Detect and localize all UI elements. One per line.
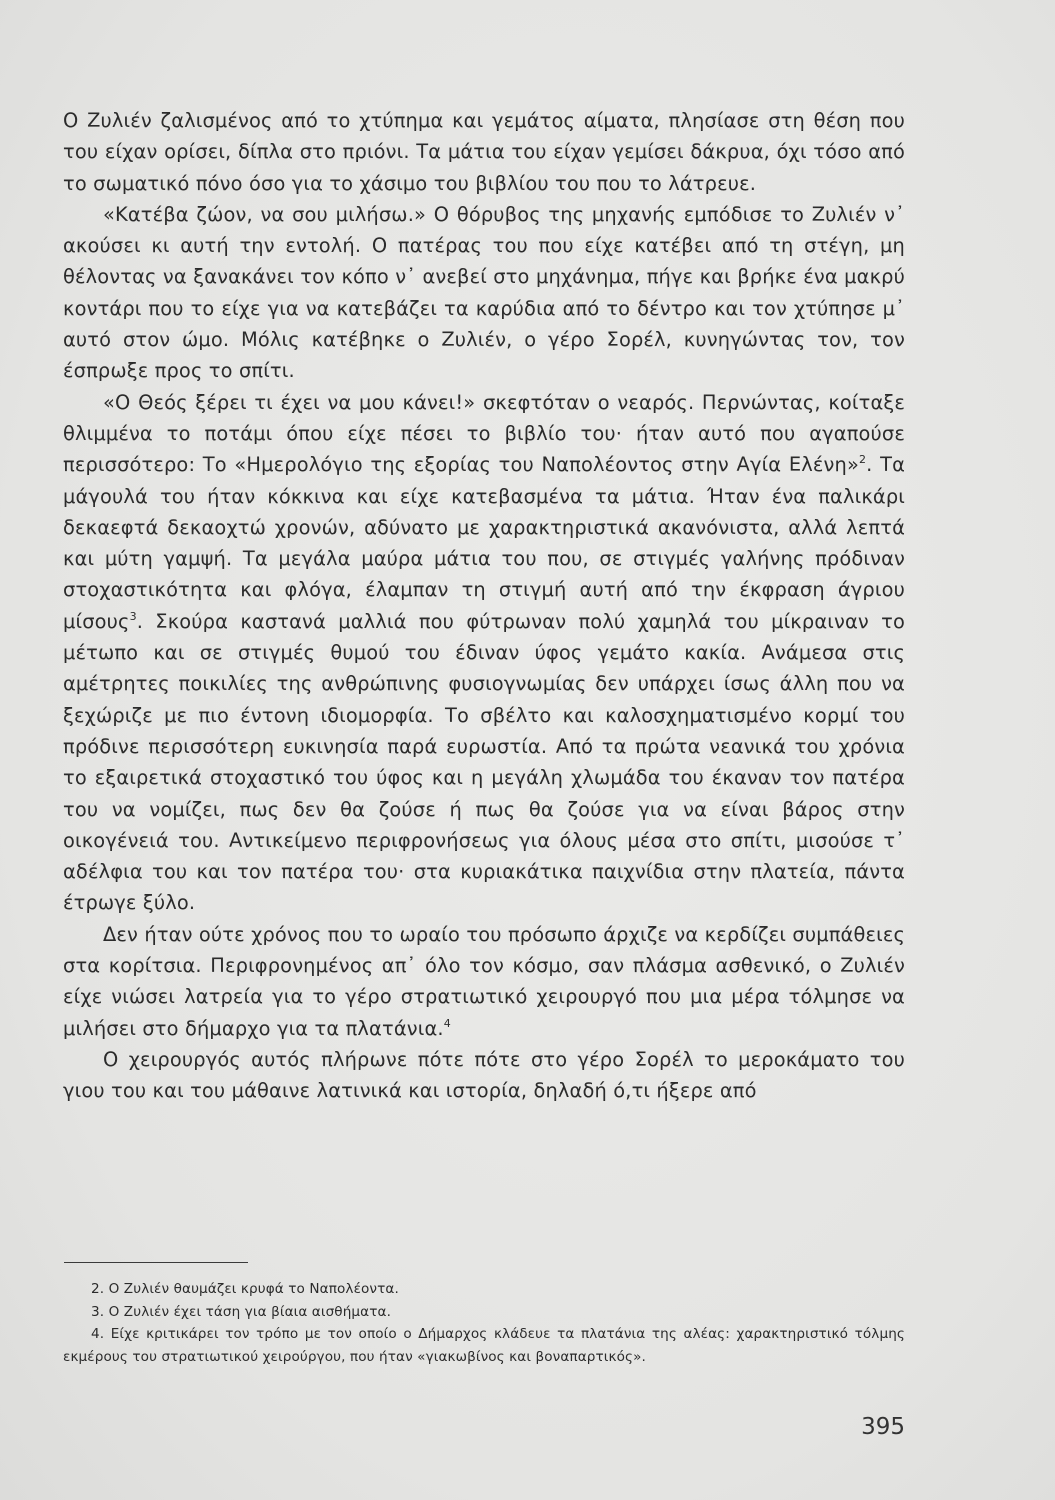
paragraph-text: Ο χειρουργός αυτός πλήρωνε πότε πότε στο γέρο Σορέλ το μεροκάματο του γιου του και του μάθαινε λατινικά και ιστορία, δηλαδή ό,τι ήξερε από bbox=[63, 1047, 905, 1103]
page-number: 395 bbox=[861, 1414, 905, 1440]
footnotes bbox=[63, 1278, 905, 1368]
footnote-ref-3: 3 bbox=[129, 609, 137, 623]
paragraph-2 bbox=[63, 199, 905, 387]
paragraph-text: «Ο Θεός ξέρει τι έχει να μου κάνει!» σκεφτόταν ο νεαρός. Περνώντας, κοίταξε θλιμμένα το ποτάμι όπου είχε πέσει το βιβλίο του· ήταν αυτό που αγαπούσε περισσότερο: Το «Ημερολόγιο της εξορίας του Ναπολέοντος στην Αγία Ελένη» bbox=[63, 390, 905, 477]
paragraph-3 bbox=[63, 387, 905, 919]
footnote-divider bbox=[64, 1262, 248, 1263]
footnote-4: 4. Είχε κριτικάρει τον τρόπο με τον οποίο ο Δήμαρχος κλάδευε τα πλατάνια της αλέας: χαρακτηριστικό τόλμης εκμέρους του στρατιωτικού χειρούργου, που ήταν «γιακωβίνος και βοναπαρτικός». bbox=[63, 1326, 905, 1365]
paragraph-text: Ο Ζυλιέν ζαλισμένος από το χτύπημα και γεμάτος αίματα, πλησίασε στη θέση που του είχαν ορίσει, δίπλα στο πριόνι. Τα μάτια του είχαν γεμίσει δάκρυα, όχι τόσο από το σωματικό πόνο όσο για το χάσιμο του βιβλίου του που το λάτρευε. bbox=[63, 109, 905, 195]
footnote-2: 2. Ο Ζυλιέν θαυμάζει κρυφά το Ναπολέοντα. bbox=[91, 1281, 399, 1297]
footnote-3: 3. Ο Ζυλιέν έχει τάση για βίαια αισθήματα. bbox=[91, 1303, 391, 1320]
main-text bbox=[63, 105, 905, 1107]
paragraph-1 bbox=[63, 105, 905, 199]
footnote-ref-4: 4 bbox=[443, 1016, 451, 1030]
paragraph-4 bbox=[63, 919, 905, 1044]
paragraph-text: «Κατέβα ζώον, να σου μιλήσω.» Ο θόρυβος της μηχανής εμπόδισε το Ζυλιέν ν᾿ ακούσει κι αυτή την εντολή. Ο πατέρας του που είχε κατέβει από τη στέγη, μη θέλοντας να ξανακάνει τον κόπο ν᾿ ανεβεί στο μηχάνημα, πήγε και βρήκε ένα μακρύ κοντάρι που το είχε για να κατεβάζει τα καρύδια από το δέντρο και τον χτύπησε μ᾿ αυτό στον ώμο. Μόλις κατέβηκε ο Ζυλιέν, ο γέρο Σορέλ, κυνηγώντας τον, τον έσπρωξε προς το σπίτι. bbox=[63, 202, 905, 383]
paragraph-text: Δεν ήταν ούτε χρόνος που το ωραίο του πρόσωπο άρχιζε να κερδίζει συμπάθειες στα κορίτσια. Περιφρονημένος απ᾿ όλο τον κόσμο, σαν πλάσμα ασθενικό, ο Ζυλιέν είχε νιώσει λατρεία για το γέρο στρατιωτικό χειρουργό που μια μέρα τόλμησε να μιλήσει στο δήμαρχο για τα πλατάνια. bbox=[63, 922, 905, 1040]
footnote-ref-2: 2 bbox=[858, 453, 867, 467]
paragraph-5 bbox=[63, 1044, 905, 1107]
paragraph-text: . Σκούρα καστανά μαλλιά που φύτρωναν πολύ χαμηλά του μίκραιναν το μέτωπο και σε στιγμές θυμού του έδιναν ύφος γεμάτο κακία. Ανάμεσα στις αμέτρητες ποικιλίες της ανθρώπινης φυσιογνωμίας δεν υπάρχει ίσως άλλη που να ξεχώριζε με πιο έντονη ιδιομορφία. Το σβέλτο και καλοσχηματισμένο κορμί του πρόδινε περισσότερη ευκινησία παρά ευρωστία. Από τα πρώτα νεανικά του χρόνια το εξαιρετικά στοχαστικό του ύφος και η μεγάλη χλωμάδα του έκαναν τον πατέρα του να νομίζει, πως δεν θα ζούσε ή πως θα ζούσε για να είναι βάρος στην οικογένειά του. Αντικείμενο περιφρονήσεως για όλους μέσα στο σπίτι, μισούσε τ᾿ αδέλφια του και τον πατέρα του· στα κυριακάτικα παιχνίδια στην πλατεία, πάντα έτρωγε ξύλο. bbox=[63, 609, 905, 915]
paragraph-text: . Τα μάγουλά του ήταν κόκκινα και είχε κατεβασμένα τα μάτια. Ήταν ένα παλικάρι δεκαεφτά δεκαοχτώ χρονών, αδύνατο με χαρακτηριστικά ακανόνιστα, αλλά λεπτά και μύτη γαμψή. Τα μεγάλα μαύρα μάτια του που, σε στιγμές γαλήνης πρόδιναν στοχαστικότητα και φλόγα, έλαμπαν τη στιγμή αυτή από την έκφραση άγριου μίσους bbox=[63, 453, 906, 633]
